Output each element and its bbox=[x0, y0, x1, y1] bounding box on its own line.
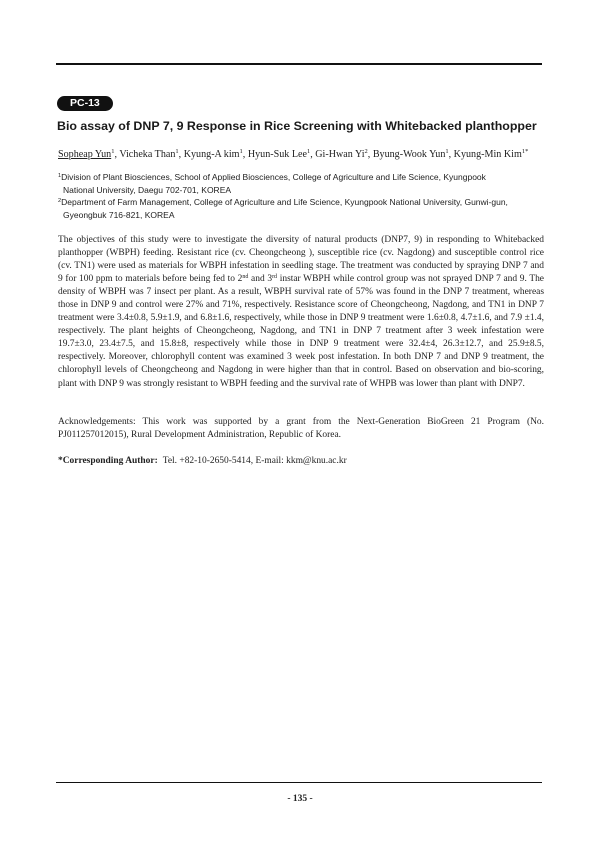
author-name: Vicheka Than bbox=[119, 149, 176, 160]
corresponding-author-contact: Tel. +82-10-2650-5414, E-mail: kkm@knu.ac.kr bbox=[162, 456, 347, 466]
acknowledgements: Acknowledgements: This work was supported by a grant from the Next-Generation BioGreen 21 Program (No. PJ011257012015), Rural Development Administration, Republic of Korea. bbox=[58, 417, 544, 441]
affiliation-line bbox=[58, 171, 544, 184]
author-affiliation-mark: 1 bbox=[175, 148, 179, 155]
author-separator: , bbox=[178, 149, 184, 160]
affiliation-line: Gyeongbuk 716-821, KOREA bbox=[63, 210, 175, 220]
abstract-text: The objectives of this study were to investigate the diversity of natural products (DNP7, 9) in responding to Whitebacked planthopper (WBPH) feeding. Resistant rice (cv. Cheongcheong ), susceptible rice (cv. Nagdong) and susceptible control rice (cv. TN1) were used as materials for WBPH infestation in seedling stage. The treatment was conducted by spraying DNP 7 and 9 for 100 ppm to materials before being fed to 2 bbox=[58, 235, 544, 285]
author-affiliation-mark: 1 bbox=[445, 148, 449, 155]
page-number: - 135 - bbox=[287, 794, 313, 804]
ordinal-suffix: rd bbox=[272, 274, 278, 281]
affiliation bbox=[58, 196, 544, 222]
author-separator: , bbox=[114, 149, 120, 160]
author-name: Kyung-A kim bbox=[183, 149, 240, 160]
author-name: Byung-Wook Yun bbox=[372, 149, 446, 160]
abstract-text: instar WBPH while control group was not sprayed DNP 7 and 9. The density of WBPH was 7 insect per plant. As a result, WBPH survival rate of 57% was found in the DNP 7 treatment, whereas those in DNP 9 and control were 27% and 71%, respectively. Resistance score of Cheongcheong, Nagdong, and TN1 in DNP 7 treatment were 3.4±0.8, 5.9±1.9, and 6.8±1.6, respectively, while those in DNP 9 treatment were 1.6±0.8, 4.7±1.6, and 7.9 ±1.4, respectively. The plant heights of Cheongcheong, Nagdong, and TN1 in DNP 7 treatment after 3 week infestation were 19.7±3.0, 23.4±7.5, and 15.8±8, respectively while those in DNP 9 treatment were 32.4±4, 26.3±12.7, and 25.9±8.5, respectively. Moreover, chlorophyll content was examined 3 week post infestation. In both DNP 7 and DNP 9 treatment, the chlorophyll levels of Cheongcheong and Nagdong in were higher than that in control. Based on observation and bio-scoring, plant with DNP 9 was strongly resistant to WBPH feeding and the survival rate of WHPB was lower than plant with DNP7. bbox=[58, 274, 544, 389]
author-list bbox=[58, 148, 548, 161]
affiliation bbox=[58, 171, 544, 197]
author-affiliation-mark: 1 bbox=[239, 148, 243, 155]
affiliation-line bbox=[58, 196, 544, 209]
author-affiliation-mark: 1 bbox=[111, 148, 115, 155]
session-badge: PC-13 bbox=[57, 96, 113, 111]
author-name: Hyun-Suk Lee bbox=[247, 149, 307, 160]
author-separator: , bbox=[367, 149, 373, 160]
author-name: Sopheap Yun bbox=[58, 149, 112, 160]
abstract-text: and 3 bbox=[248, 274, 273, 285]
affiliation-number: 2 bbox=[58, 198, 62, 204]
affiliation-text: Department of Farm Management, College of Agriculture and Life Science, Kyungpook National University, Gunwi-gun, bbox=[61, 197, 508, 207]
author-affiliation-mark: 1 bbox=[306, 148, 311, 155]
corresponding-author bbox=[58, 456, 544, 466]
header-rule bbox=[56, 63, 542, 65]
author-separator: , bbox=[310, 149, 316, 160]
footer-rule bbox=[56, 782, 542, 783]
affiliation-line: National University, Daegu 702-701, KOREA bbox=[63, 185, 232, 195]
affiliation-number: 1 bbox=[58, 173, 62, 179]
author-separator: , bbox=[448, 149, 454, 160]
author-separator: , bbox=[242, 149, 248, 160]
affiliation-text: Division of Plant Biosciences, School of Applied Biosciences, College of Agriculture and Life Science, Kyungpook bbox=[61, 172, 486, 182]
paper-title: Bio assay of DNP 7, 9 Response in Rice Screening with Whitebacked planthopper bbox=[57, 119, 537, 133]
abstract-paragraph bbox=[58, 234, 544, 391]
author-affiliation-mark: 1* bbox=[521, 148, 529, 155]
author-name: Kyung-Min Kim bbox=[453, 149, 522, 160]
author-name: Gi-Hwan Yi bbox=[315, 149, 365, 160]
author-affiliation-mark: 2 bbox=[364, 148, 368, 155]
ordinal-suffix: nd bbox=[242, 274, 249, 281]
corresponding-author-label: *Corresponding Author: bbox=[58, 456, 158, 466]
